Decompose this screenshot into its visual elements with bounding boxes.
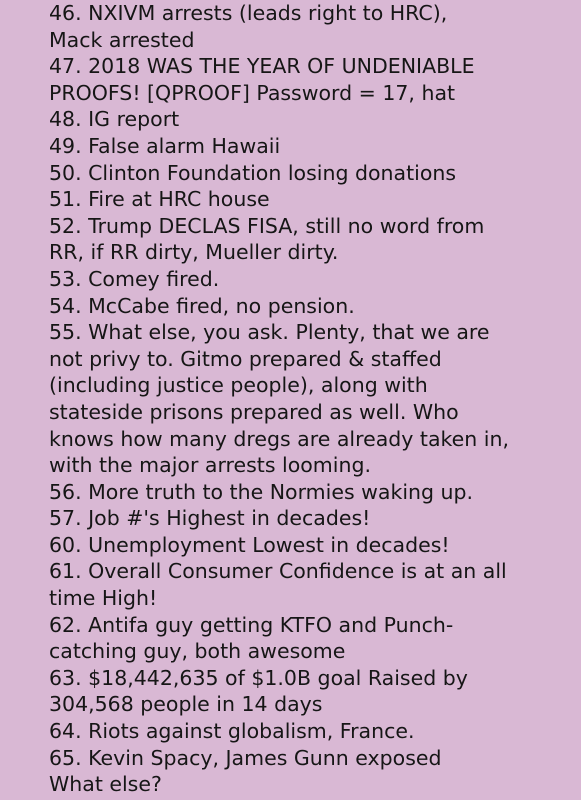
text-line: 60. Unemployment Lowest in decades!	[49, 532, 450, 557]
text-line: 50. Clinton Foundation losing donations	[49, 160, 457, 185]
text-line: 54. McCabe fired, no pension.	[49, 293, 355, 318]
text-line: 46. NXIVM arrests (leads right to HRC),	[49, 1, 448, 25]
text-line: Mack arrested	[49, 27, 195, 52]
text-line: 63. $18,442,635 of $1.0B goal Raised by	[49, 665, 468, 690]
text-line: 48. IG report	[49, 107, 180, 132]
text-line: 49. False alarm Hawaii	[49, 133, 281, 158]
text-line: knows how many dregs are already taken in,	[49, 426, 509, 451]
text-line: 53. Comey fired.	[49, 266, 220, 291]
text-line: 64. Riots against globalism, France.	[49, 719, 415, 744]
text-line: time High!	[49, 586, 158, 611]
note-text-block	[49, 0, 581, 798]
text-line: catching guy, both awesome	[49, 639, 346, 664]
text-line: 304,568 people in 14 days	[49, 692, 323, 717]
text-line: 47. 2018 WAS THE YEAR OF UNDENIABLE	[49, 54, 475, 79]
text-line: 57. Job #'s Highest in decades!	[49, 506, 371, 531]
text-line: 56. More truth to the Normies waking up.	[49, 479, 474, 504]
text-line: 55. What else, you ask. Plenty, that we are	[49, 320, 490, 345]
text-line: stateside prisons prepared as well. Who	[49, 399, 459, 424]
text-line: 51. Fire at HRC house	[49, 187, 270, 212]
text-line: with the major arrests looming.	[49, 453, 371, 478]
text-line: What else?	[49, 772, 162, 797]
text-line: not privy to. Gitmo prepared & staffed	[49, 346, 442, 371]
text-line: 65. Kevin Spacy, James Gunn exposed	[49, 745, 442, 770]
text-line: 61. Overall Consumer Confidence is at an all	[49, 559, 507, 584]
text-line: (including justice people), along with	[49, 373, 428, 398]
text-line: PROOFS! [QPROOF] Password = 17, hat	[49, 80, 456, 105]
text-line: 52. Trump DECLAS FISA, still no word from	[49, 213, 485, 238]
text-line: RR, if RR dirty, Mueller dirty.	[49, 240, 339, 265]
text-line: 62. Antifa guy getting KTFO and Punch-	[49, 612, 454, 637]
